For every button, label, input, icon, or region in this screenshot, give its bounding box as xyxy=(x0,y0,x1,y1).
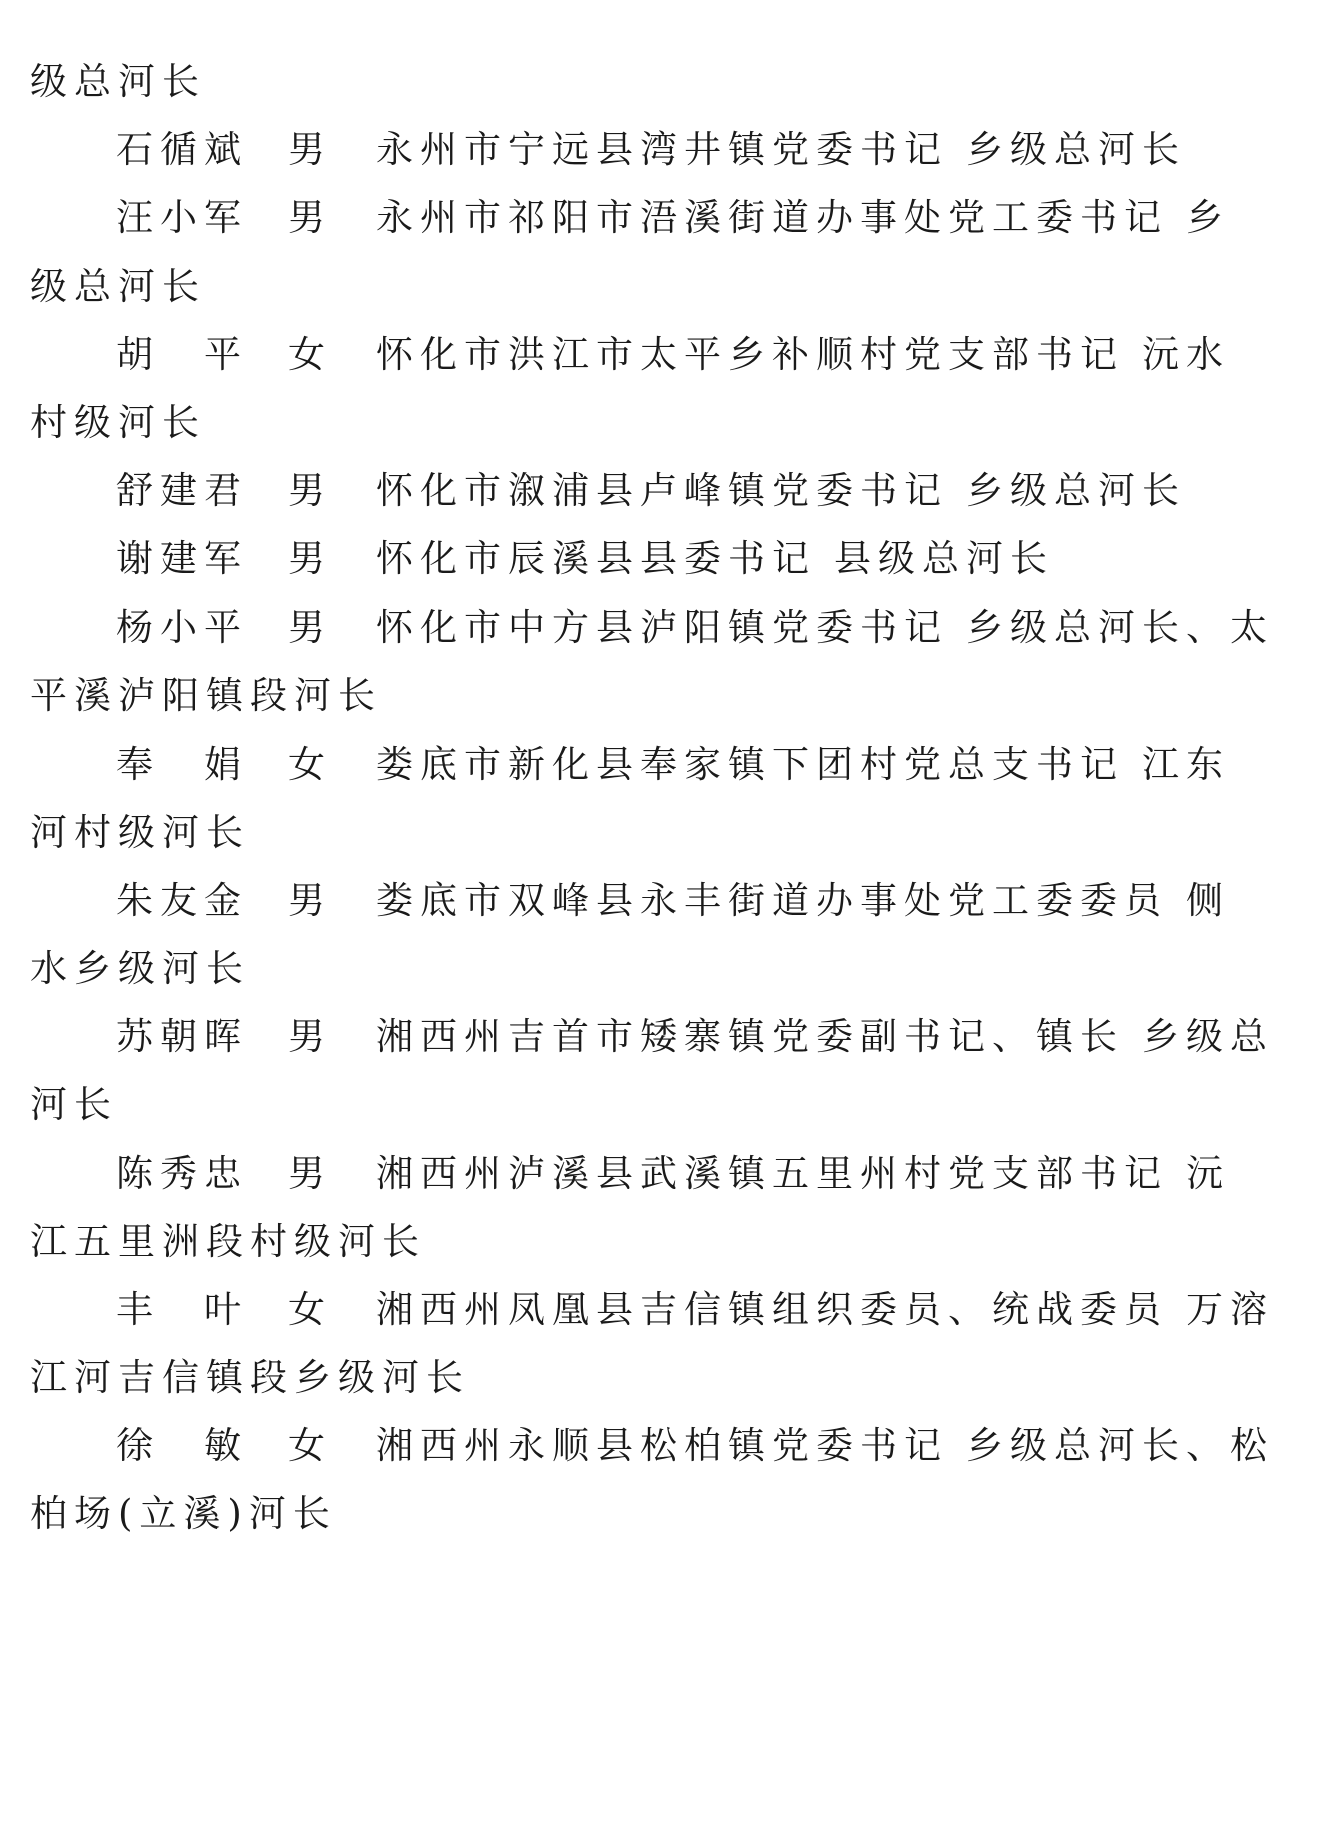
person-gender: 女 xyxy=(288,333,332,376)
list-item xyxy=(30,1422,1322,1470)
role-continuation: 平溪泸阳镇段河长 xyxy=(30,674,382,717)
role-continuation: 级总河长 xyxy=(30,265,206,308)
person-name: 徐 敏 xyxy=(116,1424,248,1467)
person-name: 陈秀忠 xyxy=(116,1152,248,1195)
person-position: 永州市祁阳市浯溪街道办事处党工委书记 xyxy=(376,196,1168,239)
list-item xyxy=(30,194,1322,242)
person-position: 怀化市洪江市太平乡补顺村党支部书记 xyxy=(376,333,1124,376)
person-position: 娄底市双峰县永丰街道办事处党工委委员 xyxy=(376,879,1168,922)
role-continuation: 柏场(立溪)河长 xyxy=(30,1492,337,1535)
person-gender: 男 xyxy=(288,1015,332,1058)
person-gender: 女 xyxy=(288,1288,332,1331)
continuation-line: 级总河长 xyxy=(30,60,206,103)
list-item xyxy=(30,877,1322,925)
person-position: 怀化市中方县泸阳镇党委书记 xyxy=(376,606,948,649)
person-name: 谢建军 xyxy=(116,537,248,580)
person-name: 舒建君 xyxy=(116,469,248,512)
person-gender: 男 xyxy=(288,196,332,239)
list-item xyxy=(30,1150,1322,1198)
person-role: 万溶 xyxy=(1186,1288,1274,1331)
role-continuation: 水乡级河长 xyxy=(30,947,250,990)
person-gender: 女 xyxy=(288,743,332,786)
person-position: 怀化市溆浦县卢峰镇党委书记 xyxy=(376,469,948,512)
person-name: 石循斌 xyxy=(116,128,248,171)
person-role: 乡级总 xyxy=(1142,1015,1274,1058)
person-name: 苏朝晖 xyxy=(116,1015,248,1058)
list-item xyxy=(30,604,1322,652)
list-item xyxy=(30,741,1322,789)
person-name: 汪小军 xyxy=(116,196,248,239)
person-gender: 男 xyxy=(288,128,332,171)
list-item xyxy=(30,1013,1322,1061)
person-position: 永州市宁远县湾井镇党委书记 xyxy=(376,128,948,171)
person-gender: 女 xyxy=(288,1424,332,1467)
person-role: 乡级总河长、松 xyxy=(966,1424,1274,1467)
list-item xyxy=(30,1286,1322,1334)
person-role: 乡级总河长 xyxy=(966,128,1186,171)
person-role: 县级总河长 xyxy=(834,537,1054,580)
person-name: 杨小平 xyxy=(116,606,248,649)
person-role: 沅 xyxy=(1186,1152,1230,1195)
person-name: 丰 叶 xyxy=(116,1288,248,1331)
person-role: 沅水 xyxy=(1142,333,1230,376)
list-item xyxy=(30,535,1322,583)
person-gender: 男 xyxy=(288,469,332,512)
person-gender: 男 xyxy=(288,879,332,922)
person-role: 乡 xyxy=(1186,196,1230,239)
role-continuation: 村级河长 xyxy=(30,401,206,444)
person-position: 娄底市新化县奉家镇下团村党总支书记 xyxy=(376,743,1124,786)
person-position: 怀化市辰溪县县委书记 xyxy=(376,537,816,580)
person-position: 湘西州凤凰县吉信镇组织委员、统战委员 xyxy=(376,1288,1168,1331)
person-role: 江东 xyxy=(1142,743,1230,786)
person-gender: 男 xyxy=(288,606,332,649)
list-item xyxy=(30,126,1322,174)
role-continuation: 河长 xyxy=(30,1083,118,1126)
list-item xyxy=(30,331,1322,379)
person-role: 乡级总河长、太 xyxy=(966,606,1274,649)
person-role: 乡级总河长 xyxy=(966,469,1186,512)
person-name: 奉 娟 xyxy=(116,743,248,786)
role-continuation: 河村级河长 xyxy=(30,811,250,854)
role-continuation: 江五里洲段村级河长 xyxy=(30,1220,426,1263)
list-item xyxy=(30,467,1322,515)
person-name: 朱友金 xyxy=(116,879,248,922)
person-gender: 男 xyxy=(288,537,332,580)
person-position: 湘西州吉首市矮寨镇党委副书记、镇长 xyxy=(376,1015,1124,1058)
person-position: 湘西州永顺县松柏镇党委书记 xyxy=(376,1424,948,1467)
person-gender: 男 xyxy=(288,1152,332,1195)
role-continuation: 江河吉信镇段乡级河长 xyxy=(30,1356,470,1399)
person-position: 湘西州泸溪县武溪镇五里州村党支部书记 xyxy=(376,1152,1168,1195)
person-role: 侧 xyxy=(1186,879,1230,922)
person-name: 胡 平 xyxy=(116,333,248,376)
